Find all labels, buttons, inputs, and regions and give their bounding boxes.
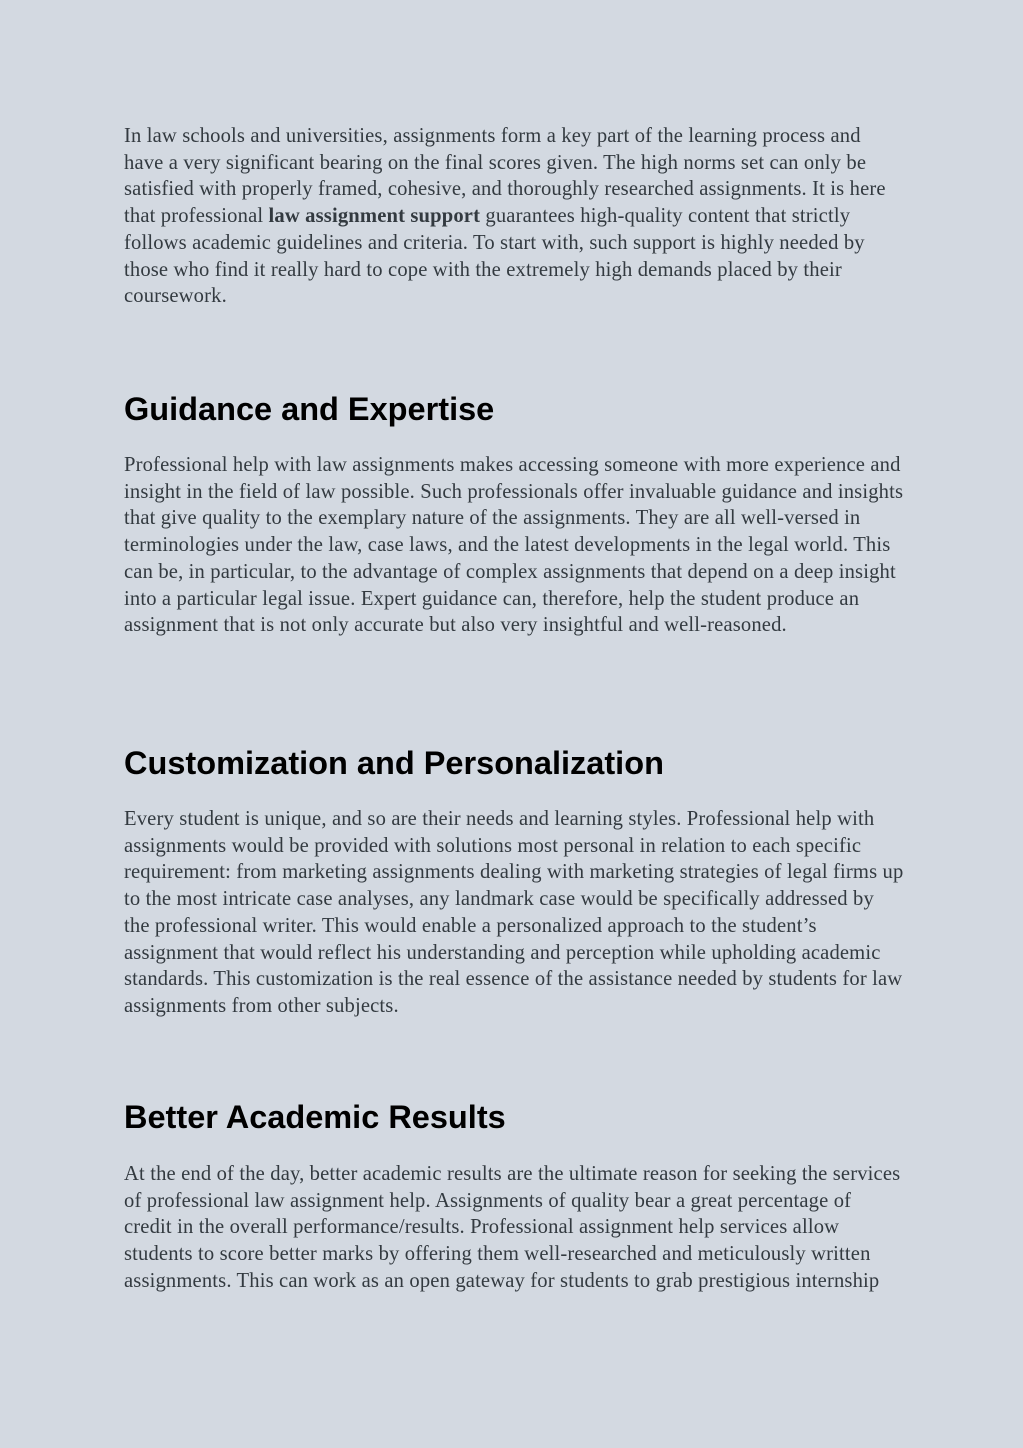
section-body-customization: Every student is unique, and so are their needs and learning styles. Professional help with assignments would be provided with solutions most personal in relation to each specific requirement: from marketing assignments dealing with marketing strategies of legal firms up to the most intricate case analyses, any landmark case would be specifically addressed by the professional writer. This would enable a personalized approach to the student’s assignment that would reflect his understanding and perception while upholding academic standards. This customization is the real essence of the assistance needed by students for law assignments from other subjects. (124, 808, 904, 1017)
section-body-results: At the end of the day, better academic results are the ultimate reason for seeking the services of professional law assignment help. Assignments of quality bear a great percentage of credit in the overall performance/results. Professional assignment help services allow students to score better marks by offering them well-researched and meticulously written assignments. This can work as an open gateway for students to grab prestigious internship (124, 1163, 901, 1292)
section-body-guidance: Professional help with law assignments makes accessing someone with more experience and insight in the field of law possible. Such professionals offer invaluable guidance and insights that give quality to the exemplary nature of the assignments. They are all well-versed in terminologies under the law, case laws, and the latest developments in the legal world. This can be, in particular, to the advantage of complex assignments that depend on a deep insight into a particular legal issue. Expert guidance can, therefore, help the student produce an assignment that is not only accurate but also very insightful and well-reasoned. (124, 454, 904, 637)
law-assignment-support-link[interactable]: law assignment support (268, 205, 481, 228)
intro-text-after: guarantees high-quality content that strictly follows academic guidelines and criteria. To start with, such support is highly needed by those who find it really hard to cope with the extremely high demands placed by their coursework. (124, 205, 865, 308)
section-heading-guidance: Guidance and Expertise (124, 391, 495, 427)
section-heading-customization: Customization and Personalization (124, 745, 664, 781)
intro-text-before: In law schools and universities, assignments form a key part of the learning process and have a very significant bearing on the final scores given. The high norms set can only be satisfied with properly framed, cohesive, and thoroughly researched assignments. It is here that professional (124, 125, 886, 228)
section-heading-results: Better Academic Results (124, 1099, 506, 1135)
intro-paragraph (124, 123, 904, 310)
